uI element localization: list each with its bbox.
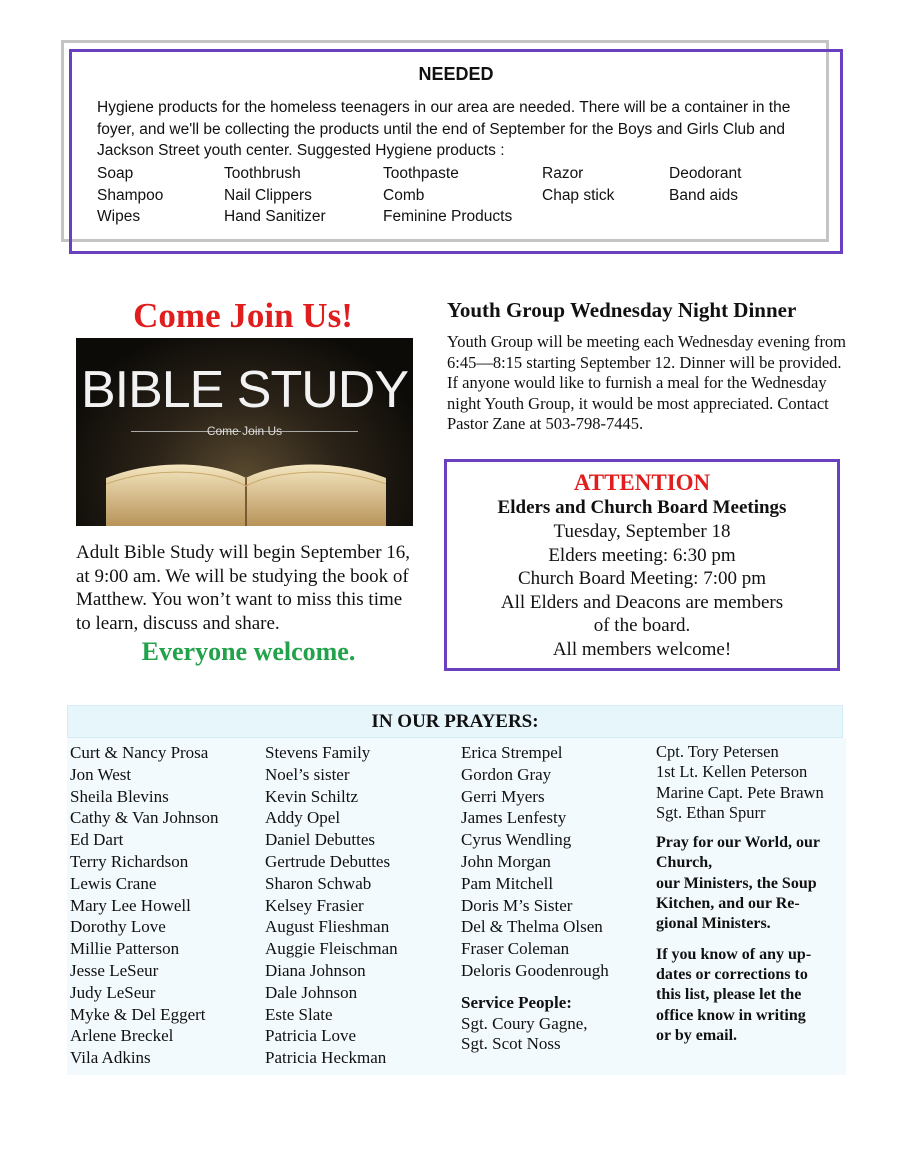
item: Chap stick [542,186,615,204]
items-row [97,206,789,228]
prayer-name: Jesse LeSeur [70,960,159,980]
prayers-column-1 [70,742,218,1069]
item: Deodorant [669,165,742,182]
service-person: Marine Capt. Pete Brawn [656,782,824,802]
hygiene-items-grid [97,163,789,228]
item: Comb [383,186,425,204]
service-people-list [461,1014,609,1055]
note-line: If you know of any up- [656,945,812,963]
youth-group-description: Youth Group will be meeting each Wednesday evening from 6:45—8:15 starting September 12. Dinner will be provided. If anyone would like to furnish a meal for the Wednesday night Youth Group, it would be most appreciated. Contact Pastor Zane at 503-798-7445. [447,332,847,433]
prayers-list [67,738,846,1075]
prayer-name: Arlene Breckel [70,1026,174,1046]
attention-subtitle: Elders and Church Board Meetings [497,497,787,518]
prayer-name: Lewis Crane [70,873,157,893]
note-line: office know in writing [656,1006,806,1024]
note-line: Kitchen, and our Re- [656,895,800,913]
prayer-name: Terry Richardson [70,851,189,871]
prayer-name: Noel’s sister [265,764,350,784]
prayer-name: James Lenfesty [461,808,567,828]
item: Toothpaste [383,165,459,182]
note-line: dates or corrections to [656,965,808,983]
item: Hand Sanitizer [224,208,326,225]
service-person: Cpt. Tory Petersen [656,742,779,761]
note-line: gional Ministers. [656,915,771,933]
prayer-name: Del & Thelma Olsen [461,917,603,937]
prayer-name: Daniel Debuttes [265,830,375,850]
prayer-name: Erica Strempel [461,743,563,762]
come-join-us-heading: Come Join Us! [133,296,353,335]
prayer-name: Doris M’s Sister [461,895,573,915]
prayer-name: Ed Dart [70,830,124,850]
attention-line: of the board. [593,615,691,636]
attention-line: Tuesday, September 18 [553,521,731,542]
item: Shampoo [97,186,164,204]
youth-group-title: Youth Group Wednesday Night Dinner [447,298,797,322]
attention-box [444,459,840,671]
prayer-name: Mary Lee Howell [70,895,191,915]
note-line: Church, [656,854,713,872]
note-line: Pray for our World, our [656,834,820,852]
note-line: or by email. [656,1026,738,1044]
attention-line: Church Board Meeting: 7:00 pm [517,568,767,589]
prayer-name: Sharon Schwab [265,873,372,893]
prayer-name: Patricia Love [265,1026,357,1046]
prayer-name: Auggie Fleischman [265,939,398,959]
prayer-name: Dale Johnson [265,982,358,1002]
bible-study-image-title: BIBLE STUDY [80,361,409,419]
prayer-name: Vila Adkins [70,1048,151,1068]
prayer-name: Gerri Myers [461,786,545,806]
needed-description: Hygiene products for the homeless teenagers in our area are needed. There will be a container in the foyer, and we'll be collecting the products until the end of September for the Boys and Girls Club and Jackson Street youth center. Suggested Hygiene products : [97,99,791,159]
item: Soap [97,165,134,182]
item: Toothbrush [224,165,301,182]
prayer-name: Dorothy Love [70,917,166,937]
prayer-name: Curt & Nancy Prosa [70,743,209,762]
updates-note [656,945,846,1046]
note-line: our Ministers, the Soup [656,874,817,892]
open-book-icon [106,456,386,526]
service-person: Sgt. Ethan Spurr [656,802,766,822]
prayer-name: Gertrude Debuttes [265,851,391,871]
prayer-name: Cathy & Van Johnson [70,808,219,828]
prayer-name: Cyrus Wendling [461,830,572,850]
attention-line: All members welcome! [552,638,732,660]
prayer-name: Fraser Coleman [461,939,570,959]
prayer-name: Myke & Del Eggert [70,1004,206,1024]
service-people-heading: Service People: [461,992,572,1012]
prayer-name: Addy Opel [265,808,341,828]
military-list [656,742,846,823]
prayers-heading: IN OUR PRAYERS: [67,705,843,738]
attention-title: ATTENTION [573,470,711,495]
service-person: Sgt. Coury Gagne, [461,1013,588,1033]
prayers-column-4 [656,742,846,1046]
needed-title: NEEDED [418,64,494,84]
prayers-column-2 [265,742,398,1069]
prayer-name: Sheila Blevins [70,786,169,806]
item [542,206,669,228]
item: Band aids [669,186,738,204]
items-row [97,185,789,207]
prayer-name: Jon West [70,764,132,784]
prayer-name: Stevens Family [265,743,371,762]
service-person: 1st Lt. Kellen Peterson [656,762,808,782]
everyone-welcome: Everyone welcome. [141,637,356,666]
item [669,206,789,228]
prayer-name: August Flieshman [265,917,390,937]
prayer-name: Patricia Heckman [265,1048,387,1068]
service-person: Sgt. Scot Noss [461,1034,561,1054]
prayer-name: Pam Mitchell [461,873,554,893]
prayer-name: Gordon Gray [461,764,552,784]
attention-line: All Elders and Deacons are members [500,591,784,613]
prayer-name: John Morgan [461,851,551,871]
item: Wipes [97,208,141,225]
note-line: this list, please let the [656,986,802,1004]
prayer-name: Millie Patterson [70,939,180,959]
prayer-name: Deloris Goodenrough [461,960,609,980]
prayers-column-3 [461,742,609,1055]
prayer-name: Diana Johnson [265,960,366,980]
prayer-name: Kevin Schiltz [265,786,359,806]
item: Nail Clippers [224,186,312,204]
bible-study-description: Adult Bible Study will begin September 16, at 9:00 am. We will be studying the book of Matthew. You won’t want to miss this time to learn, discuss and share. [76,542,411,634]
item: Razor [542,165,584,182]
prayer-name: Judy LeSeur [70,982,156,1002]
attention-line: Elders meeting: 6:30 pm [548,544,736,566]
prayer-name: Este Slate [265,1004,333,1024]
item: Feminine Products [383,208,513,225]
bible-study-image [76,338,413,526]
prayer-name: Kelsey Frasier [265,895,364,915]
needed-box [69,49,843,254]
bible-study-image-subtitle: Come Join Us [206,424,283,438]
pray-for-world-note [656,833,846,934]
items-row [97,163,789,185]
